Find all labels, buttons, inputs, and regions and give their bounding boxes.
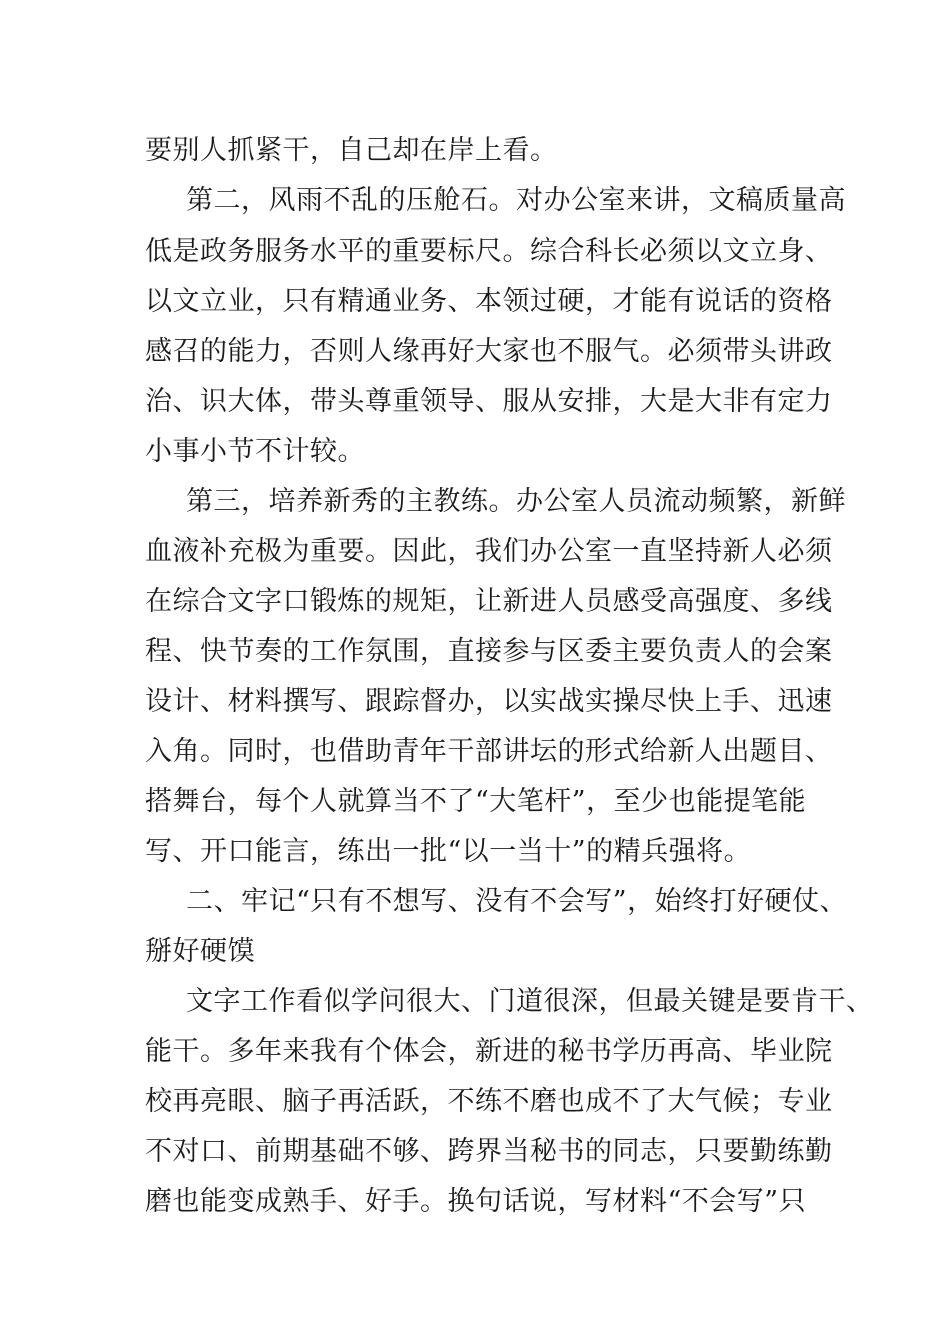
text-line: 治、识大体，带头尊重领导、服从安排，大是大非有定力 [145,386,833,417]
text-line: 以文立业，只有精通业务、本领过硬，才能有说话的资格 [145,286,833,317]
paragraph-first-line: 第二，风雨不乱的压舱石。对办公室来讲，文稿质量高 [186,185,846,216]
text-line: 不对口、前期基础不够、跨界当秘书的同志，只要勤练勤 [145,1136,833,1167]
text-line: 磨也能变成熟手、好手。换句话说，写材料“不会写”只 [145,1186,807,1217]
text-line: 写、开口能言，练出一批“以一当十”的精兵强将。 [145,836,752,867]
text-line: 低是政务服务水平的重要标尺。综合科长必须以文立身、 [145,236,833,267]
section-heading-line: 掰好硬馍 [145,936,255,967]
text-line: 要别人抓紧干，自己却在岸上看。 [145,135,558,166]
text-line: 在综合文字口锻炼的规矩，让新进人员感受高强度、多线 [145,586,833,617]
section-heading-line: 二、牢记“只有不想写、没有不会写”，始终打好硬仗、 [186,886,848,917]
text-line: 程、快节奏的工作氛围，直接参与区委主要负责人的会案 [145,636,833,667]
text-line: 能干。多年来我有个体会，新进的秘书学历再高、毕业院 [145,1036,833,1067]
text-line: 感召的能力，否则人缘再好大家也不服气。必须带头讲政 [145,336,833,367]
text-line: 小事小节不计较。 [145,436,365,467]
text-line: 搭舞台，每个人就算当不了“大笔杆”，至少也能提笔能 [145,786,807,817]
text-line: 设计、材料撰写、跟踪督办，以实战实操尽快上手、迅速 [145,686,833,717]
paragraph-first-line: 第三，培养新秀的主教练。办公室人员流动频繁，新鲜 [186,486,846,517]
paragraph-first-line: 文字工作看似学问很大、门道很深，但最关键是要肯干、 [186,986,874,1017]
text-line: 血液补充极为重要。因此，我们办公室一直坚持新人必须 [145,536,833,567]
text-line: 校再亮眼、脑子再活跃，不练不磨也成不了大气候；专业 [145,1086,833,1117]
text-line: 入角。同时，也借助青年干部讲坛的形式给新人出题目、 [145,736,833,767]
